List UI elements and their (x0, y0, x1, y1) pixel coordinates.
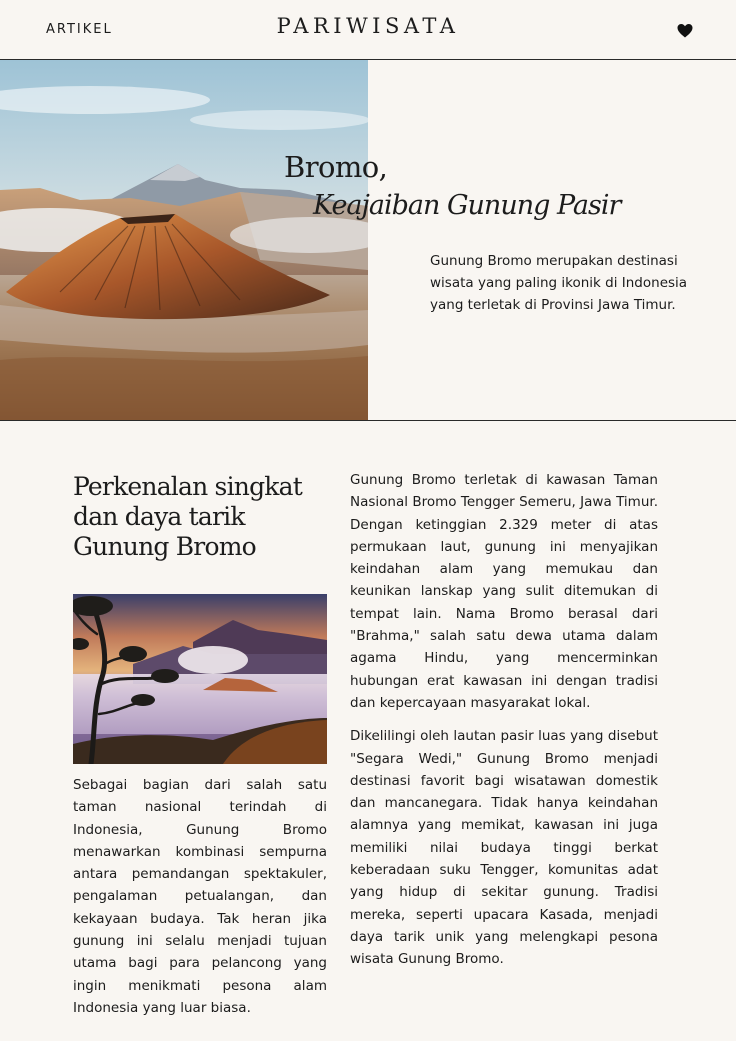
hero-bromo-photo (0, 60, 368, 421)
heart-icon[interactable] (676, 22, 694, 39)
hero-title-line1: Bromo, (284, 150, 388, 184)
right-paragraph-2: Dikelilingi oleh lautan pasir luas yang disebut "Segara Wedi," Gunung Bromo menjadi destinasi favorit bagi wisatawan domestik dan mancanegara. Tidak hanya keindahan alamnya yang memikat, kawasan ini juga memiliki nilai budaya tinggi berkat keberadaan suku Tengger, komunitas adat yang hidup di sekitar gunung. Tradisi mereka, seperti upacara Kasada, menjadi daya tarik unik yang melengkapi pesona wisata Gunung Bromo. (350, 728, 658, 968)
hero-description: Gunung Bromo merupakan destinasi wisata yang paling ikonik di Indonesia yang terletak di Provinsi Jawa Timur. (430, 253, 688, 313)
left-column (73, 774, 327, 1019)
nav-label-artikel[interactable]: ARTIKEL (46, 22, 113, 37)
hero-title-line2: Keajaiban Gunung Pasir (313, 190, 621, 221)
right-column (350, 469, 658, 982)
hero-divider-line (0, 420, 736, 421)
left-paragraph: Sebagai bagian dari salah satu taman nasional terindah di Indonesia, Gunung Bromo menawarkan kombinasi sempurna antara pemandangan spektakuler, pengalaman petualangan, dan kekayaan budaya. Tak heran jika gunung ini selalu menjadi tujuan utama bagi para pelancong yang ingin menikmati pesona alam Indonesia yang luar biasa. (73, 777, 327, 1016)
sunrise-bromo-photo (73, 594, 327, 764)
header-bar (0, 0, 736, 60)
section-title: Perkenalan singkat dan daya tarik Gunung Bromo (73, 472, 302, 561)
right-paragraph-1: Gunung Bromo terletak di kawasan Taman Nasional Bromo Tengger Semeru, Jawa Timur. Dengan ketinggian 2.329 meter di atas permukaan laut, gunung ini menyajikan keindahan alam yang memukau dan keunikan lanskap yang sulit ditemukan di tempat lain. Nama Bromo berasal dari "Brahma," salah satu dewa utama dalam agama Hindu, yang mencerminkan hubungan erat kawasan ini dengan tradisi dan kepercayaan masyarakat lokal. (350, 472, 658, 711)
site-title: PARIWISATA (276, 14, 460, 38)
